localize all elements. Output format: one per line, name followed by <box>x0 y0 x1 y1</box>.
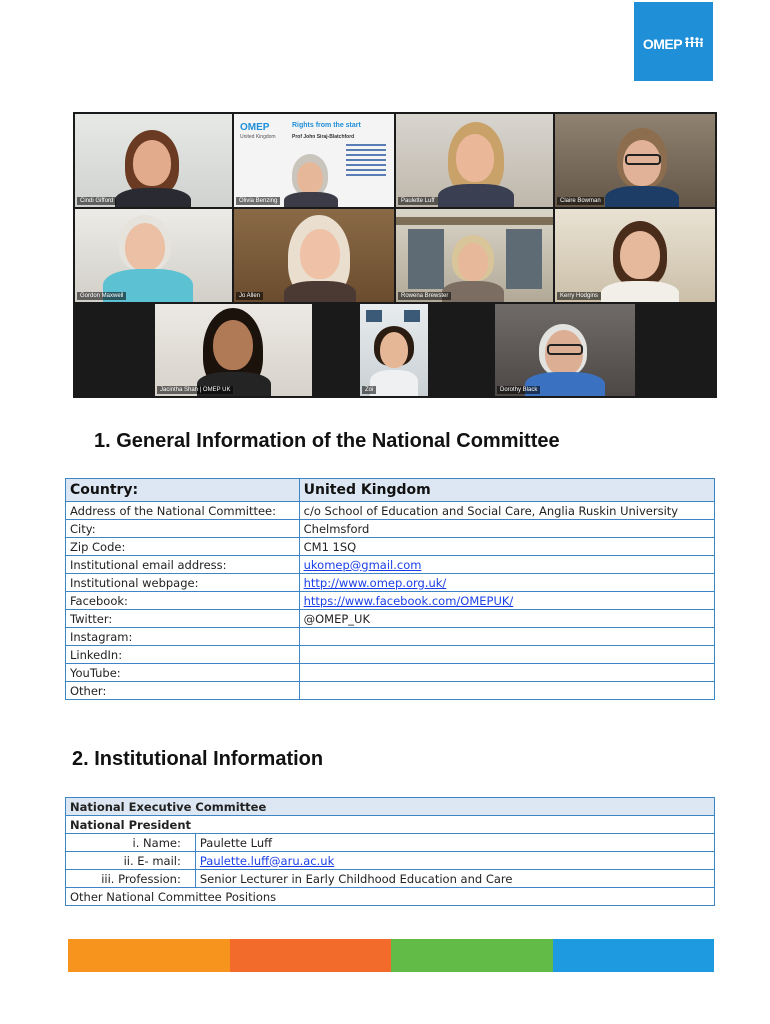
president-email-link[interactable]: Paulette.luff@aru.ac.uk <box>199 853 335 868</box>
table-row <box>66 502 715 520</box>
zip-label: Zip Code: <box>66 538 300 556</box>
participant-tile <box>155 304 312 396</box>
table-row <box>66 538 715 556</box>
participant-tile <box>396 114 553 207</box>
other-label: Other: <box>66 682 300 700</box>
table-row <box>66 592 715 610</box>
youtube-value <box>299 664 714 682</box>
email-link[interactable]: ukomep@gmail.com <box>303 557 422 572</box>
table-row <box>66 610 715 628</box>
institutional-information-table <box>65 797 715 906</box>
general-information-table <box>65 478 715 700</box>
twitter-value: @OMEP_UK <box>299 610 714 628</box>
participant-name: Claire Bowman <box>557 197 604 205</box>
table-row <box>66 520 715 538</box>
zip-value: CM1 1SQ <box>299 538 714 556</box>
president-label: National President <box>66 816 715 834</box>
table-row <box>66 628 715 646</box>
video-call-gallery <box>73 112 717 398</box>
twitter-label: Twitter: <box>66 610 300 628</box>
address-value: c/o School of Education and Social Care, Anglia Ruskin University <box>299 502 714 520</box>
facebook-link[interactable]: https://www.facebook.com/OMEPUK/ <box>303 593 514 608</box>
logo-text: OMEP <box>642 35 683 52</box>
linkedin-label: LinkedIn: <box>66 646 300 664</box>
slide-brand: OMEP <box>240 122 270 133</box>
children-icon <box>684 35 704 53</box>
table-row <box>66 852 715 870</box>
slide-text-lines <box>346 144 386 179</box>
table-row <box>66 682 715 700</box>
participant-name: Dorothy Black <box>497 386 540 394</box>
president-name-value: Paulette Luff <box>195 834 714 852</box>
participant-tile <box>396 209 553 302</box>
participant-tile <box>555 209 715 302</box>
instagram-value <box>299 628 714 646</box>
table-row <box>66 664 715 682</box>
participant-tile-presenter <box>234 114 394 207</box>
president-name-label: i. Name: <box>66 834 196 852</box>
participant-name: Paulette Luff <box>398 197 438 205</box>
participant-tile <box>495 304 635 396</box>
facebook-label: Facebook: <box>66 592 300 610</box>
section-1-title: 1. General Information of the National Committee <box>94 430 560 452</box>
participant-name: Kerry Hodgins <box>557 292 601 300</box>
webpage-label: Institutional webpage: <box>66 574 300 592</box>
participant-name: Zoi <box>362 386 376 394</box>
country-label: Country: <box>66 479 300 502</box>
color-bar-segment-green <box>391 939 553 972</box>
participant-tile <box>555 114 715 207</box>
president-profession-value: Senior Lecturer in Early Childhood Education and Care <box>195 870 714 888</box>
slide-title: Rights from the start <box>292 122 361 129</box>
executive-committee-header: National Executive Committee <box>66 798 715 816</box>
other-positions-label: Other National Committee Positions <box>66 888 715 906</box>
other-value <box>299 682 714 700</box>
table-row <box>66 834 715 852</box>
table-row <box>66 646 715 664</box>
participant-name: Gordon Maxwell <box>77 292 126 300</box>
email-label: Institutional email address: <box>66 556 300 574</box>
table-row <box>66 888 715 906</box>
participant-tile <box>234 209 394 302</box>
instagram-label: Instagram: <box>66 628 300 646</box>
slide-brand-sub: United Kingdom <box>240 134 276 140</box>
omep-logo <box>634 2 713 81</box>
table-row <box>66 574 715 592</box>
color-bar-segment-blue <box>553 939 715 972</box>
participant-tile <box>360 304 428 396</box>
table-header-row <box>66 798 715 816</box>
participant-tile <box>75 209 232 302</box>
president-email-label: ii. E- mail: <box>66 852 196 870</box>
participant-name: Jacintha Shah | OMEP UK <box>157 386 233 394</box>
country-value: United Kingdom <box>299 479 714 502</box>
youtube-label: YouTube: <box>66 664 300 682</box>
participant-name: Jo Allen <box>236 292 263 300</box>
table-row <box>66 816 715 834</box>
city-label: City: <box>66 520 300 538</box>
section-2-title: 2. Institutional Information <box>72 748 324 770</box>
webpage-link[interactable]: http://www.omep.org.uk/ <box>303 575 447 590</box>
participant-tile <box>75 114 232 207</box>
table-row <box>66 556 715 574</box>
footer-color-bar <box>68 939 714 972</box>
color-bar-segment-red <box>230 939 392 972</box>
participant-name: Olivia Benzing <box>236 197 280 205</box>
table-row <box>66 870 715 888</box>
address-label: Address of the National Committee: <box>66 502 300 520</box>
city-value: Chelmsford <box>299 520 714 538</box>
color-bar-segment-orange <box>68 939 230 972</box>
participant-name: Rowena Brewster <box>398 292 451 300</box>
participant-name: Cindi Gifford <box>77 197 116 205</box>
slide-subtitle: Prof John Siraj-Blatchford <box>292 134 355 140</box>
president-profession-label: iii. Profession: <box>66 870 196 888</box>
table-header-row <box>66 479 715 502</box>
linkedin-value <box>299 646 714 664</box>
